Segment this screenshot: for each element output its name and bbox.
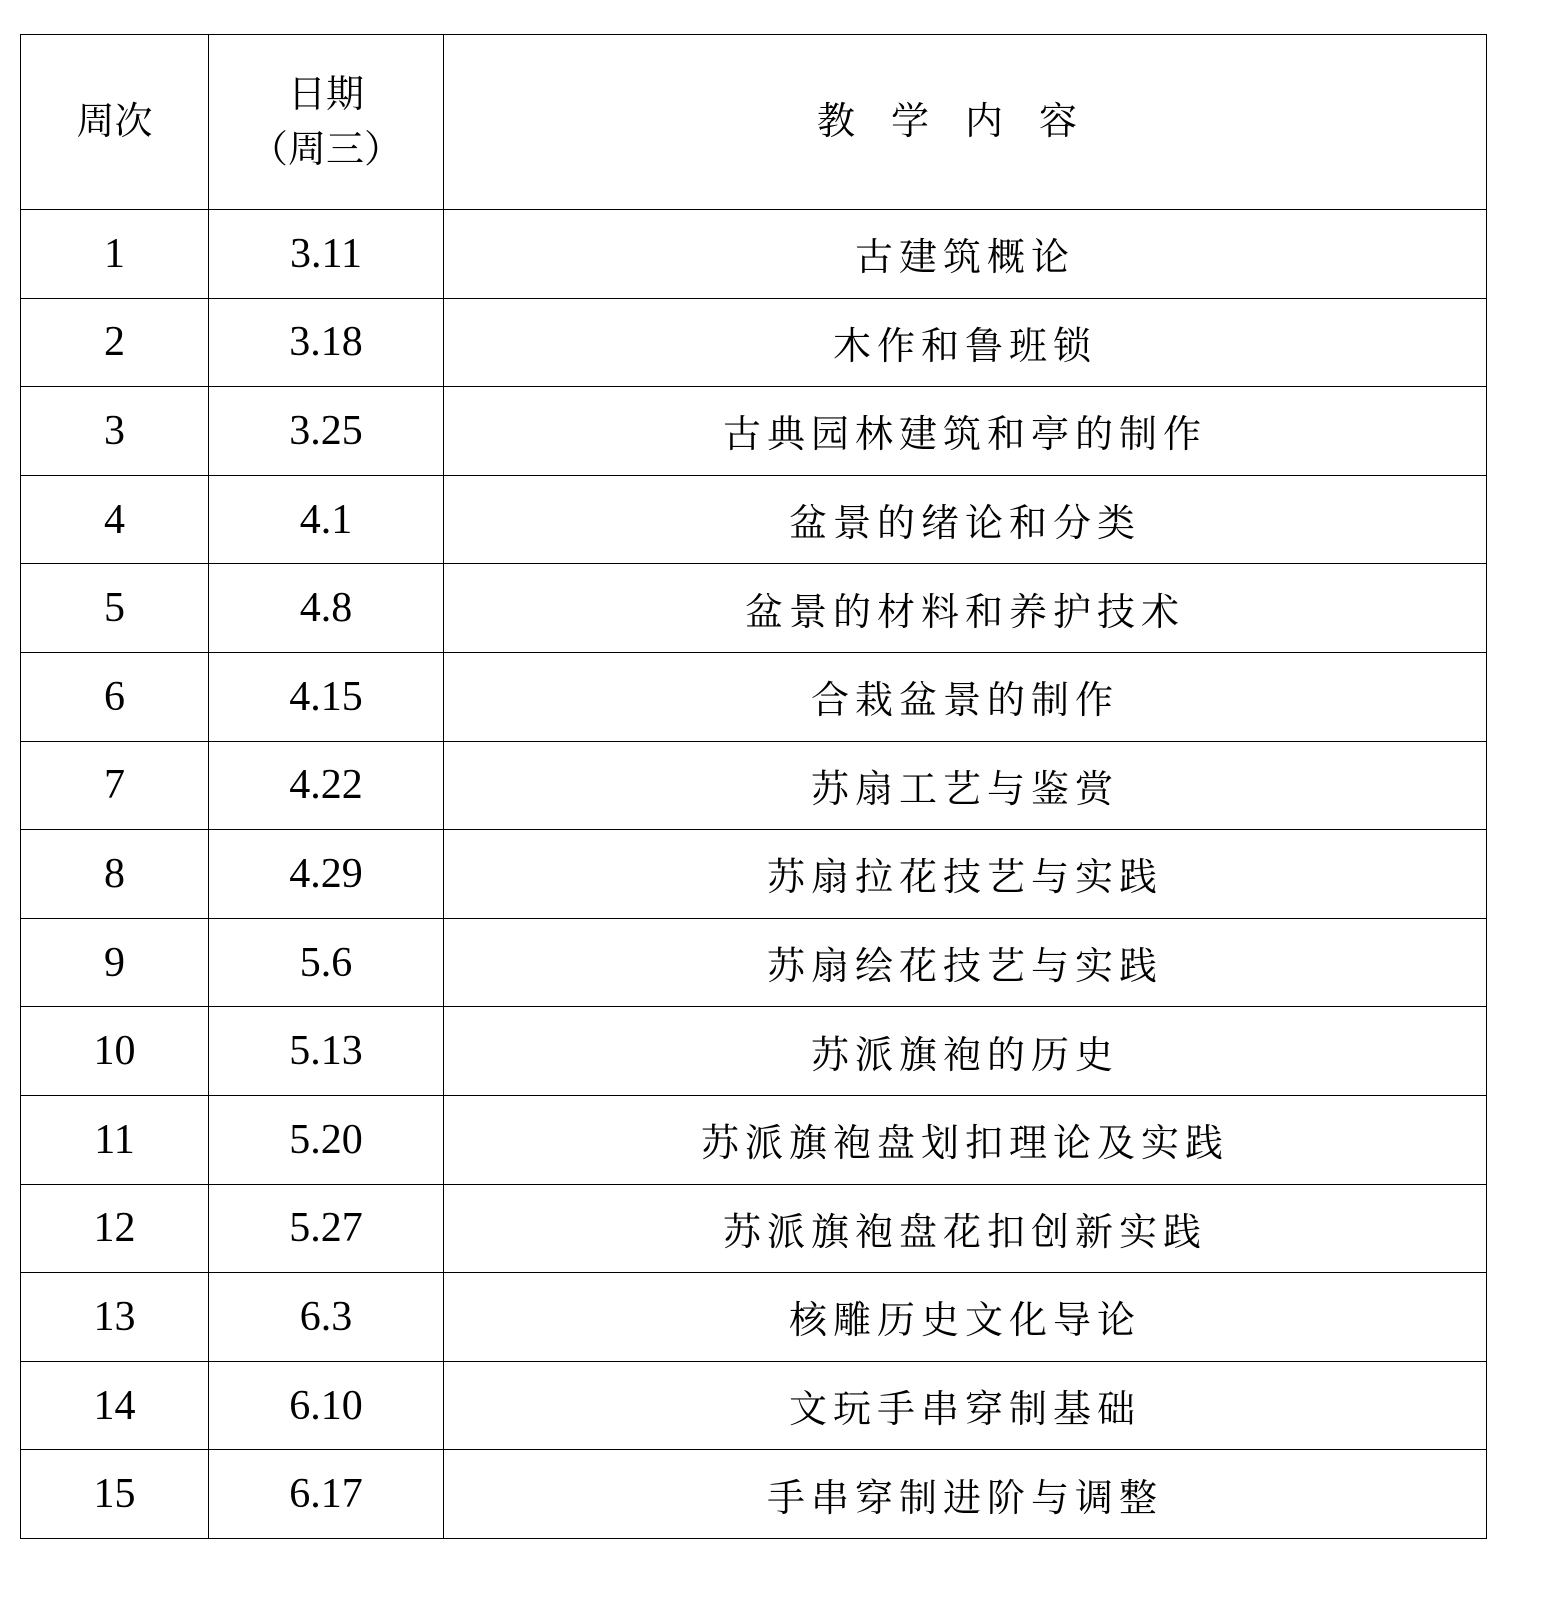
week-cell: 14	[21, 1361, 209, 1450]
date-cell: 3.11	[209, 210, 444, 299]
header-date	[209, 35, 444, 210]
date-cell: 6.10	[209, 1361, 444, 1450]
date-cell: 4.15	[209, 652, 444, 741]
date-cell: 6.17	[209, 1450, 444, 1539]
content-cell: 合栽盆景的制作	[444, 652, 1487, 741]
content-cell: 古典园林建筑和亭的制作	[444, 387, 1487, 476]
course-schedule-table	[20, 34, 1487, 1539]
content-cell: 苏扇工艺与鉴赏	[444, 741, 1487, 830]
week-cell: 8	[21, 830, 209, 919]
content-cell: 苏扇拉花技艺与实践	[444, 830, 1487, 919]
header-date-line1: 日期	[287, 71, 364, 116]
date-cell: 5.13	[209, 1007, 444, 1096]
table-row	[21, 652, 1487, 741]
week-cell: 10	[21, 1007, 209, 1096]
content-cell: 盆景的材料和养护技术	[444, 564, 1487, 653]
date-cell: 4.22	[209, 741, 444, 830]
table-row	[21, 1095, 1487, 1184]
week-cell: 4	[21, 475, 209, 564]
table-row	[21, 741, 1487, 830]
table-row	[21, 210, 1487, 299]
week-cell: 11	[21, 1095, 209, 1184]
date-cell: 5.27	[209, 1184, 444, 1273]
content-cell: 木作和鲁班锁	[444, 298, 1487, 387]
table-row	[21, 298, 1487, 387]
table-row	[21, 1007, 1487, 1096]
table-row	[21, 387, 1487, 476]
date-cell: 4.29	[209, 830, 444, 919]
week-cell: 3	[21, 387, 209, 476]
date-cell: 5.6	[209, 918, 444, 1007]
table-row	[21, 830, 1487, 919]
date-cell: 5.20	[209, 1095, 444, 1184]
week-cell: 12	[21, 1184, 209, 1273]
week-cell: 13	[21, 1273, 209, 1362]
date-cell: 6.3	[209, 1273, 444, 1362]
table-row	[21, 918, 1487, 1007]
table-header-row	[21, 35, 1487, 210]
table-row	[21, 564, 1487, 653]
content-cell: 盆景的绪论和分类	[444, 475, 1487, 564]
week-cell: 9	[21, 918, 209, 1007]
week-cell: 7	[21, 741, 209, 830]
week-cell: 6	[21, 652, 209, 741]
content-cell: 苏派旗袍的历史	[444, 1007, 1487, 1096]
table-row	[21, 1450, 1487, 1539]
header-week: 周次	[21, 35, 209, 210]
header-content: 教学内容	[444, 35, 1487, 210]
content-cell: 苏派旗袍盘划扣理论及实践	[444, 1095, 1487, 1184]
content-cell: 苏扇绘花技艺与实践	[444, 918, 1487, 1007]
content-cell: 苏派旗袍盘花扣创新实践	[444, 1184, 1487, 1273]
content-cell: 手串穿制进阶与调整	[444, 1450, 1487, 1539]
date-cell: 4.1	[209, 475, 444, 564]
week-cell: 2	[21, 298, 209, 387]
date-cell: 3.25	[209, 387, 444, 476]
week-cell: 1	[21, 210, 209, 299]
table-row	[21, 1273, 1487, 1362]
content-cell: 核雕历史文化导论	[444, 1273, 1487, 1362]
date-cell: 4.8	[209, 564, 444, 653]
date-cell: 3.18	[209, 298, 444, 387]
week-cell: 15	[21, 1450, 209, 1539]
table-row	[21, 475, 1487, 564]
table-row	[21, 1361, 1487, 1450]
content-cell: 文玩手串穿制基础	[444, 1361, 1487, 1450]
table-row	[21, 1184, 1487, 1273]
header-date-line2: （周三）	[249, 127, 402, 171]
content-cell: 古建筑概论	[444, 210, 1487, 299]
week-cell: 5	[21, 564, 209, 653]
